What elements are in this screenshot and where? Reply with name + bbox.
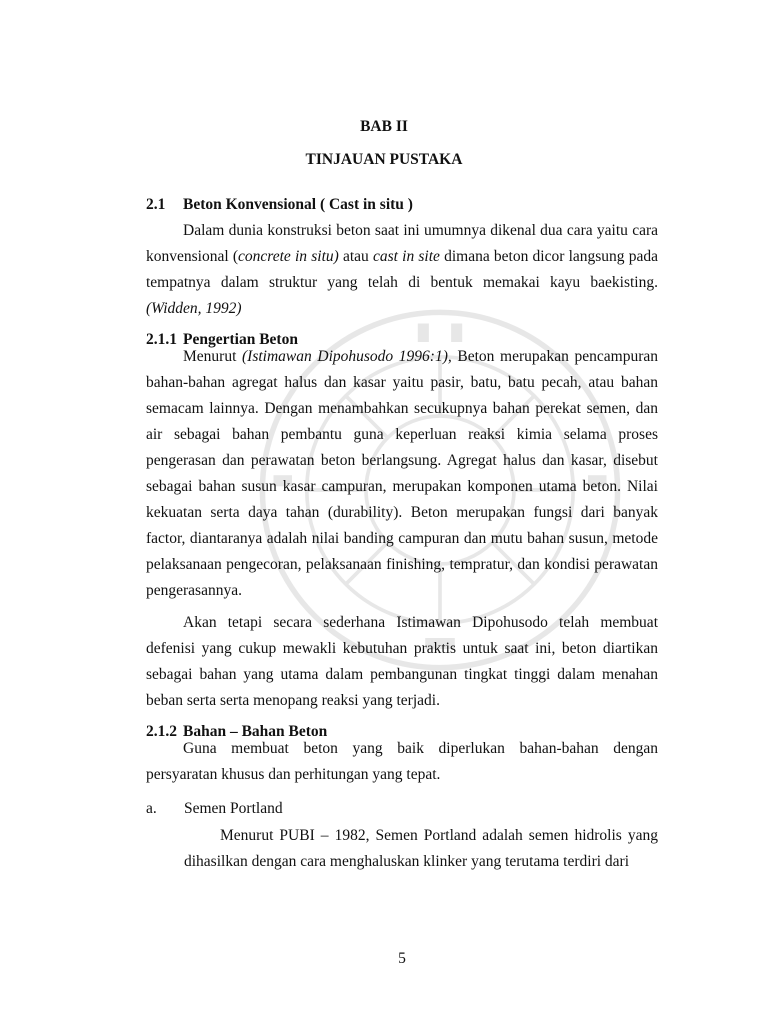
chapter-title: TINJAUAN PUSTAKA xyxy=(305,151,463,168)
list-marker: a. xyxy=(146,800,157,817)
list-item-a xyxy=(146,800,283,818)
paragraph-text: atau xyxy=(338,248,373,265)
paragraph-semen-portland: Menurut PUBI – 1982, Semen Portland adalah semen hidrolis yang dihasilkan dengan cara menghaluskan klinker yang terutama terdiri dari xyxy=(184,827,658,870)
section-heading-2-1 xyxy=(146,196,413,214)
section-title: Bahan – Bahan Beton xyxy=(183,723,328,740)
chapter-label: BAB II xyxy=(360,118,408,135)
paragraph-2-1-1-b: Akan tetapi secara sederhana Istimawan Dipohusodo telah membuat defenisi yang cukup mewakli kebutuhan praktis untuk saat ini, beton diartikan sebagai bahan yang utama dalam pembangunan tingkat tinggi dalam menahan beban serta serta menopang reaksi yang terjadi. xyxy=(146,614,658,709)
section-title: Beton Konvensional ( Cast in situ ) xyxy=(183,196,413,213)
citation: (Istimawan Dipohusodo 1996:1), xyxy=(242,348,452,365)
paragraph-italic-text: concrete in situ) xyxy=(238,248,339,265)
paragraph-2-1 xyxy=(146,218,658,322)
paragraph-text: Menurut xyxy=(183,348,243,365)
section-title: Pengertian Beton xyxy=(183,331,298,348)
paragraph-italic-text: cast in site xyxy=(373,248,440,265)
section-number: 2.1 xyxy=(146,196,166,213)
section-number: 2.1.1 xyxy=(146,331,177,348)
section-number: 2.1.2 xyxy=(146,723,177,740)
paragraph-2-1-1-a xyxy=(146,344,658,604)
citation: (Widden, 1992) xyxy=(146,300,242,317)
page-number: 5 xyxy=(398,950,406,967)
list-item-label: Semen Portland xyxy=(184,800,283,817)
paragraph-2-1-2: Guna membuat beton yang baik diperlukan bahan-bahan dengan persyaratan khusus dan perhitungan yang tepat. xyxy=(146,740,658,783)
paragraph-text: Beton merupakan pencampuran bahan-bahan agregat halus dan kasar yaitu pasir, batu, batu pecah, atau bahan semacam lainnya. Dengan menambahkan secukupnya bahan perekat semen, dan air sebagai bahan pembantu guna keperluan reaksi kimia selama proses pengerasan dan perawatan beton berlangsung. Agregat halus dan kasar, disebut sebagai bahan susun kasar campuran, merupakan komponen utama beton. Nilai kekuatan serta daya tahan (durability). Beton merupakan fungsi dari banyak factor, diantaranya adalah nilai banding campuran dan mutu bahan susun, metode pelaksanaan pengecoran, pelaksanaan finishing, tempratur, dan kondisi perawatan pengerasannya. xyxy=(146,348,658,599)
paragraph-text: Dalam dunia konstruksi beton saat ini umumnya dikenal dua cara yaitu cara konvensional ( xyxy=(146,222,658,265)
paragraph-text: dimana beton dicor langsung pada tempatnya dalam struktur yang telah di bentuk memakai kayu baekisting. xyxy=(146,248,658,291)
